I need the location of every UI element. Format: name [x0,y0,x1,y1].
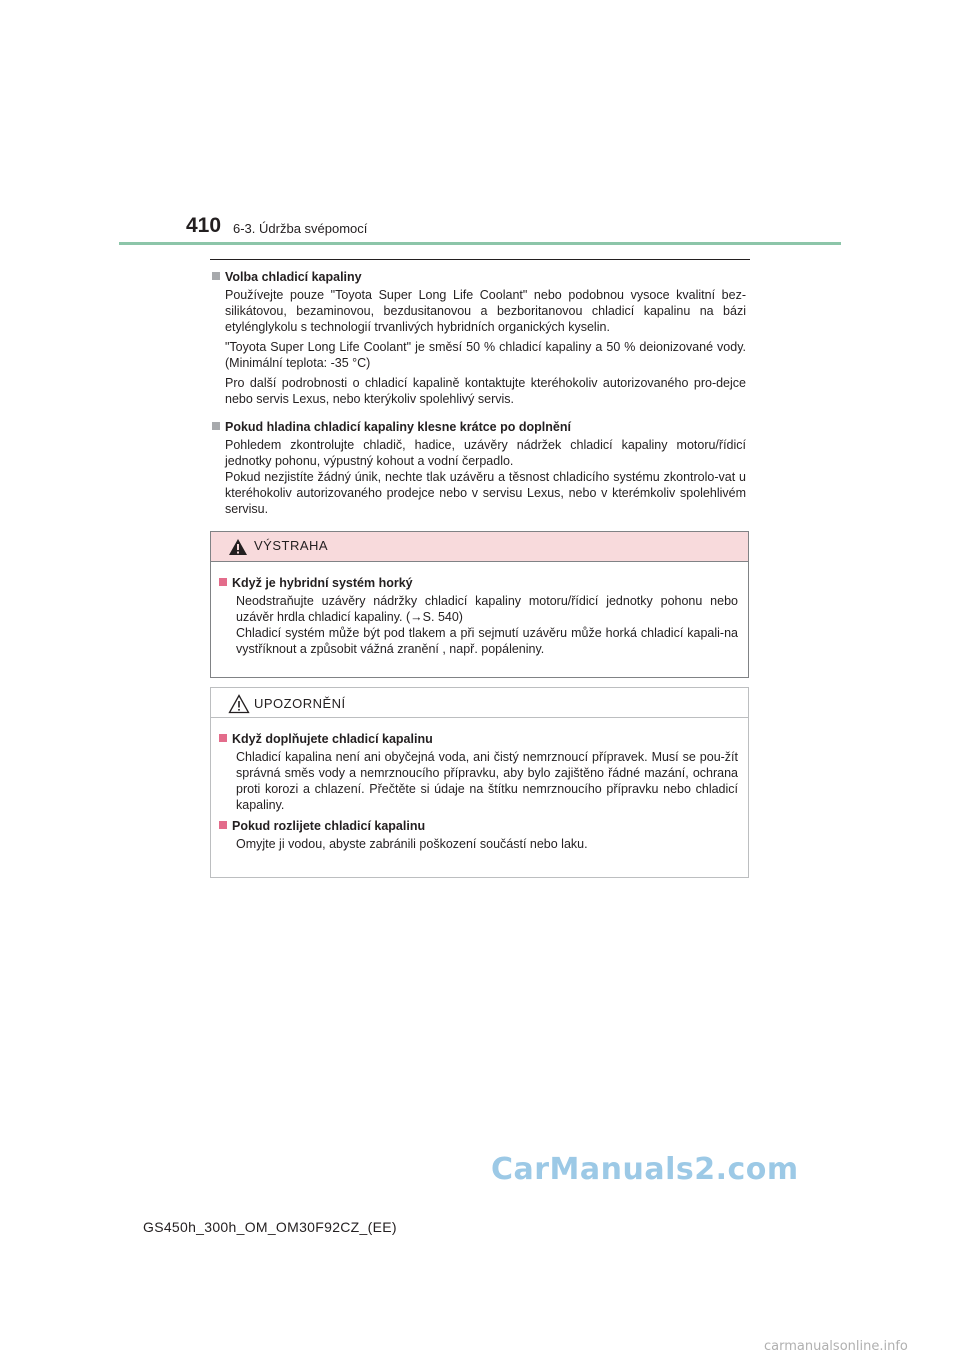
section-coolant-choice [212,268,746,411]
paragraph: Používejte pouze "Toyota Super Long Life Coolant" nebo podobnou vysoce kvalitní bez-silikátovou, bezaminovou, bezdusitanovou a bezboritanovou chladicí kapalinu na bázi etylénglykolu s technologií trvanlivých hybridních organických kyselin. [225,288,746,334]
footer-code: GS450h_300h_OM_OM30F92CZ_(EE) [143,1219,397,1235]
item-heading: Když je hybridní systém horký [232,576,413,590]
section-heading: Volba chladicí kapaliny [225,270,362,284]
paragraph: Neodstraňujte uzávěry nádržky chladicí kapaliny motoru/řídicí jednotky pohonu nebo uzávěr hrdla chladicí kapaliny. (→S. 540) [236,594,738,624]
notice-box [210,687,749,878]
paragraph: "Toyota Super Long Life Coolant" je směsí 50 % chladicí kapaliny a 50 % deionizované vody. (Minimální teplota: -35 °C) [225,340,746,370]
section-coolant-level [212,418,746,521]
paragraph: Pro další podrobnosti o chladicí kapalině kontaktujte kteréhokoliv autorizovaného pro-dejce nebo servis Lexus, nebo kterýkoliv spolehlivý servis. [225,376,746,406]
warning-box [210,531,749,678]
square-bullet-icon [212,422,220,430]
paragraph: Pohledem zkontrolujte chladič, hadice, uzávěry nádržek chladicí kapaliny motoru/řídicí jednotky pohonu, výpustný kohout a vodní čerpadlo. [225,438,746,468]
warning-triangle-icon [228,538,248,561]
content-rule [210,259,750,260]
paragraph: Chladicí kapalina není ani obyčejná voda, ani čistý nemrznoucí přípravek. Musí se pou-žít správná směs vody a nemrznoucího přípravku, aby bylo zajištěno řádné mazání, ochrana proti korozi a chlazení. Přečtěte si údaje na štítku nemrznoucího přípravku nebo chladicí kapaliny. [236,750,738,812]
page-number: 410 [186,214,222,237]
square-bullet-icon [212,272,220,280]
section-heading: Pokud hladina chladicí kapaliny klesne krátce po doplnění [225,420,571,434]
watermark-logo: CarManuals2.com [491,1152,799,1187]
section-title: 6-3. Údržba svépomocí [233,221,368,236]
item-heading: Pokud rozlijete chladicí kapalinu [232,819,426,833]
paragraph: Omyjte ji vodou, abyste zabránili poškození součástí nebo laku. [236,837,588,851]
square-bullet-icon [219,821,227,829]
paragraph: Pokud nezjistíte žádný únik, nechte tlak uzávěru a těsnost chladicího systému zkontrolo-vat u kteréhokoliv autorizovaného prodejce nebo v servisu Lexus, nebo v kterémkoliv spolehlivém servisu. [225,470,746,516]
header-rule [119,242,841,245]
square-bullet-icon [219,734,227,742]
notice-title: UPOZORNĚNÍ [254,696,346,711]
warning-header [211,532,748,562]
watermark-corner: carmanualsonline.info [764,1339,908,1354]
notice-header [211,688,748,718]
paragraph: Chladicí systém může být pod tlakem a při sejmutí uzávěru může horká chladicí kapali-na vystříknout a způsobit vážná zranění , např. popáleniny. [236,626,738,656]
item-heading: Když doplňujete chladicí kapalinu [232,732,433,746]
square-bullet-icon [219,578,227,586]
caution-triangle-icon [228,694,250,719]
warning-title: VÝSTRAHA [254,538,329,553]
